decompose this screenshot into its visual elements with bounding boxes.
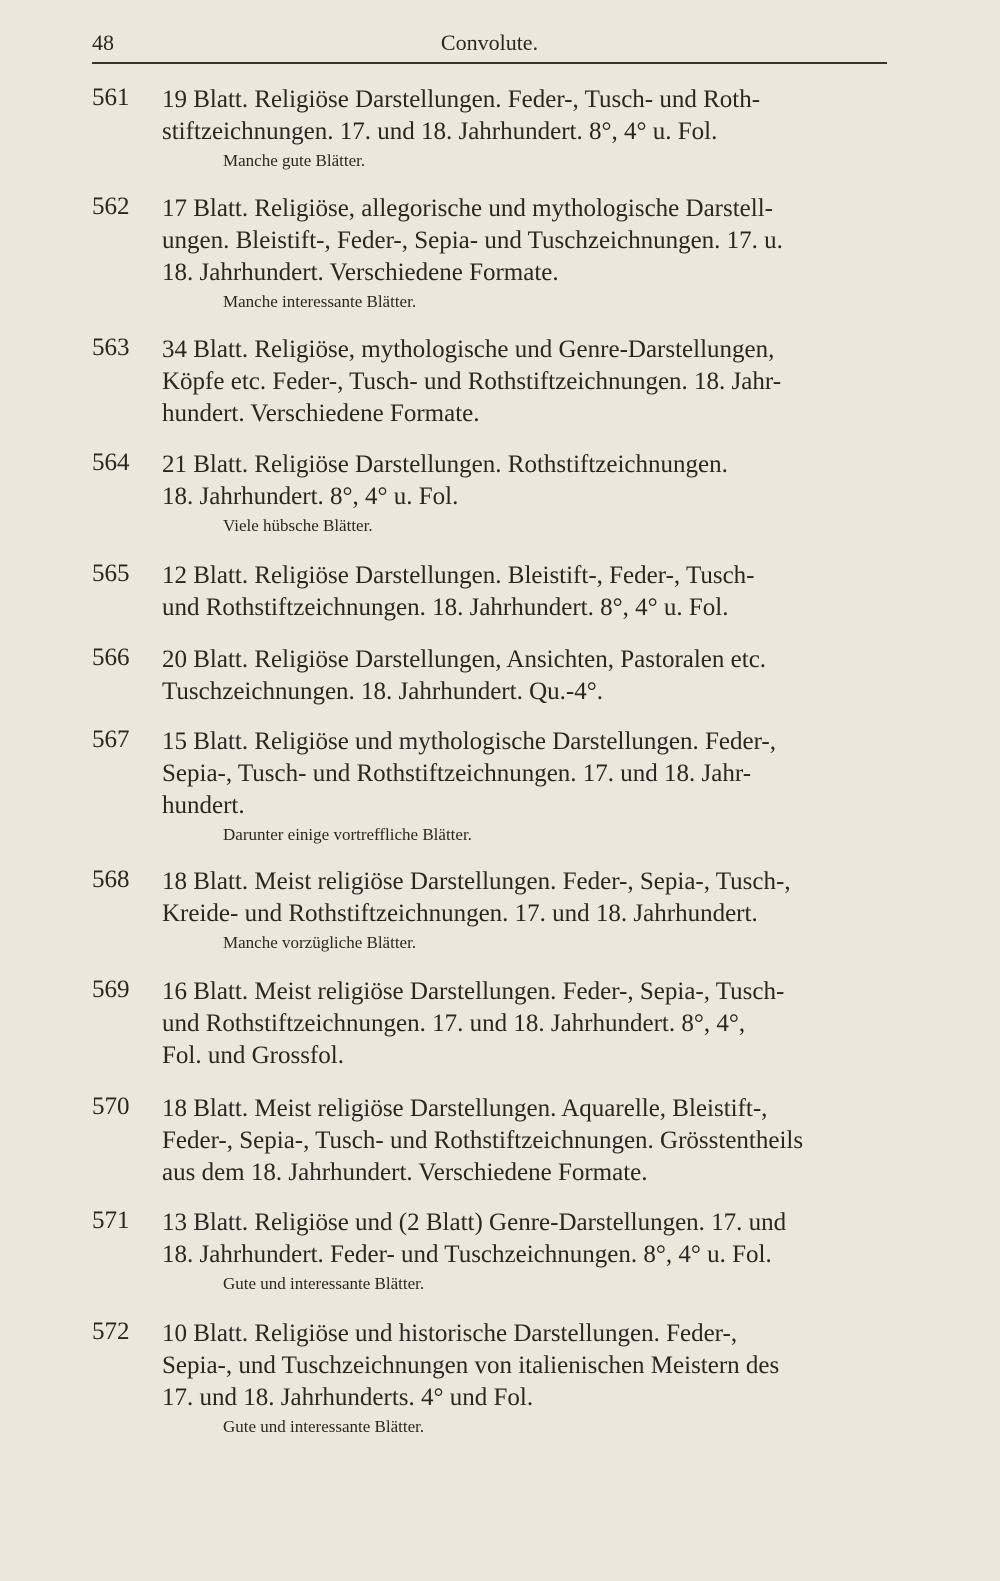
entry-note: Manche vorzügliche Blätter. xyxy=(223,933,417,952)
catalogue-entry-570 xyxy=(92,1093,887,1189)
entry-text: 12 Blatt. Religiöse Darstellungen. Bleistift-, Feder-, Tusch- und Rothstiftzeichnungen. 18. Jahrhundert. 8°, 4° u. Fol. xyxy=(162,562,755,621)
running-title: Convolute. xyxy=(440,30,539,55)
entry-text: 21 Blatt. Religiöse Darstellungen. Rothstiftzeichnungen. 18. Jahrhundert. 8°, 4° u. Fol. xyxy=(162,451,728,510)
entry-note: Manche gute Blätter. xyxy=(223,151,366,170)
entry-text: 18 Blatt. Meist religiöse Darstellungen. Feder-, Sepia-, Tusch-, Kreide- und Rothstiftzeichnungen. 17. und 18. Jahrhundert. xyxy=(162,868,791,927)
entry-text: 13 Blatt. Religiöse und (2 Blatt) Genre-Darstellungen. 17. und 18. Jahrhundert. Feder- und Tuschzeichnungen. 8°, 4° u. Fol. xyxy=(162,1209,787,1268)
entry-number: 571 xyxy=(92,1207,130,1234)
catalogue-entry-564 xyxy=(92,449,887,539)
catalogue-entry-561 xyxy=(92,84,887,174)
entry-note: Manche interessante Blätter. xyxy=(223,292,417,311)
page-number: 48 xyxy=(92,30,114,55)
catalogue-entry-565 xyxy=(92,560,887,624)
catalogue-entry-572 xyxy=(92,1318,887,1440)
catalogue-entry-563 xyxy=(92,334,887,430)
catalogue-entry-568 xyxy=(92,866,887,956)
entry-number: 572 xyxy=(92,1318,130,1345)
page-header xyxy=(92,30,887,64)
catalogue-entry-562 xyxy=(92,193,887,315)
entry-number: 566 xyxy=(92,644,130,671)
entry-text: 19 Blatt. Religiöse Darstellungen. Feder-, Tusch- und Roth- stiftzeichnungen. 17. und 18. Jahrhundert. 8°, 4° u. Fol. xyxy=(162,86,761,145)
entry-note: Viele hübsche Blätter. xyxy=(223,516,373,535)
entry-text: 18 Blatt. Meist religiöse Darstellungen. Aquarelle, Bleistift-, Feder-, Sepia-, Tusch- und Rothstiftzeichnungen. Grösstentheils aus dem 18. Jahrhundert. Verschiedene Formate. xyxy=(162,1095,804,1186)
entry-text: 34 Blatt. Religiöse, mythologische und Genre-Darstellungen, Köpfe etc. Feder-, Tusch- und Rothstiftzeichnungen. 18. Jahr- hundert. Verschiedene Formate. xyxy=(162,336,782,427)
entry-number: 562 xyxy=(92,193,130,220)
catalogue-entry-571 xyxy=(92,1207,887,1297)
catalogue-entry-566 xyxy=(92,644,887,708)
entry-number: 568 xyxy=(92,866,130,893)
entry-number: 569 xyxy=(92,976,130,1003)
entry-text: 10 Blatt. Religiöse und historische Darstellungen. Feder-, Sepia-, und Tuschzeichnungen von italienischen Meistern des 17. und 18. Jahrhunderts. 4° und Fol. xyxy=(162,1320,780,1411)
entry-number: 561 xyxy=(92,84,130,111)
catalogue-entry-569 xyxy=(92,976,887,1072)
entry-number: 563 xyxy=(92,334,130,361)
entry-number: 565 xyxy=(92,560,130,587)
catalogue-entry-567 xyxy=(92,726,887,848)
entry-number: 570 xyxy=(92,1093,130,1120)
entry-number: 567 xyxy=(92,726,130,753)
entry-note: Gute und interessante Blätter. xyxy=(223,1274,425,1293)
entry-note: Gute und interessante Blätter. xyxy=(223,1417,425,1436)
entry-text: 17 Blatt. Religiöse, allegorische und mythologische Darstell- ungen. Bleistift-, Feder-, Sepia- und Tuschzeichnungen. 17. u. 18. Jahrhundert. Verschiedene Formate. xyxy=(162,195,783,286)
entry-number: 564 xyxy=(92,449,130,476)
entry-text: 15 Blatt. Religiöse und mythologische Darstellungen. Feder-, Sepia-, Tusch- und Rothstiftzeichnungen. 17. und 18. Jahr- hundert. xyxy=(162,728,776,819)
entry-text: 16 Blatt. Meist religiöse Darstellungen. Feder-, Sepia-, Tusch- und Rothstiftzeichnungen. 17. und 18. Jahrhundert. 8°, 4°, Fol. und Grossfol. xyxy=(162,978,785,1069)
entry-text: 20 Blatt. Religiöse Darstellungen, Ansichten, Pastoralen etc. Tuschzeichnungen. 18. Jahrhundert. Qu.-4°. xyxy=(162,646,767,705)
entry-note: Darunter einige vortreffliche Blätter. xyxy=(223,825,472,844)
